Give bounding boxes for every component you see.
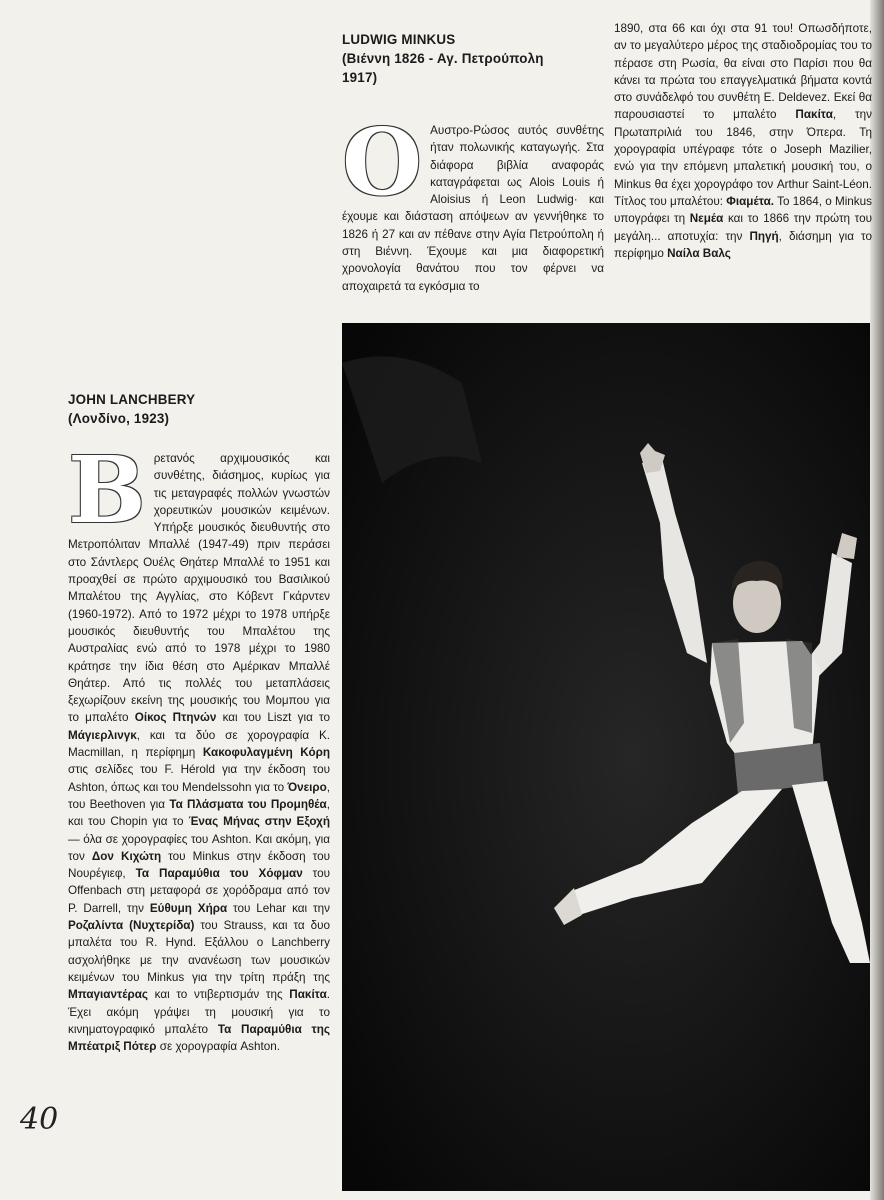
lanchbery-text-2: και του Liszt για το [222,711,331,725]
lanchbery-bold-10: Ροζαλίντα (Νυχτερίδα) [68,919,195,933]
ballet-dancer-photo [342,323,870,1191]
lanchbery-text-5: , του Beethoven για [68,780,330,811]
lanchbery-bold-7: Δον Κιχώτη [91,849,162,863]
lanchbery-bold-3: Κακοφυλαγμένη Κόρη [202,746,330,760]
lanchbery-text-12: και το ντιβερτισμάν της [154,988,283,1002]
lanchbery-bold-12: Πακίτα [289,988,327,1002]
minkus-bold-source: Πηγή [749,229,779,243]
page-edge-shadow [870,0,884,1200]
minkus-column-2 [614,20,872,262]
lanchbery-bold-13: Τα Παραμύθια της Μπέατριξ Πότερ [68,1022,330,1054]
lanchbery-text-4: στις σελίδες του F. Hérold για την έκδοση του Ashton, όπως και του Mendelssohn για το [68,763,330,794]
lanchbery-text-14: σε χορογραφία Ashton. [159,1040,280,1054]
lanchbery-text-3: , και τα δύο σε χορογραφία Κ. Macmillan, η περίφημη [68,728,330,760]
lanchbery-name: JOHN LANCHBERY [68,392,196,407]
lanchbery-bold-4: Όνειρο [287,780,327,794]
minkus-text-1: Αυστρο-Ρώσος αυτός συνθέτης ήταν πολωνικής καταγωγής. Στα διάφορα βιβλία αναφοράς καταγράφεται ως Alois Louis ή Aloisius ή Leon Ludwig· και έχουμε και διάσταση απόψεων αν γεννήθηκε το 1826 ή 27 και αν πέθανε στην Αγία Πετρούπολη ή στη Βιέννη. Έχουμε και μια διαφορετική χρονολογία θανάτου που τον φέρνει να αποχαιρετά τα εγκόσμια το [342,124,604,293]
lanchbery-bold-2: Μάγιερλινγκ [68,728,137,742]
lanchbery-dropcap: Β [68,436,146,544]
minkus-text-2d: και το 1866 την πρώτη του μεγάλη... αποτυχία: την [614,212,872,243]
lanchbery-bold-1: Οίκος Πτηνών [134,711,217,725]
minkus-text-2b: , την Πρωταπριλιά του 1846, στην Όπερα. Τη χορογραφία υπέγραφε τότε ο Joseph Mazilier, ενώ για την επόμενη μπαλετική μουσική του, ο Minkus θα έχει χορογράφο τον Arthur Saint-Léon. Τίτλος του μπαλέτου: [614,108,872,208]
minkus-name: LUDWIG MINKUS [342,32,456,47]
lanchbery-dates: (Λονδίνο, 1923) [68,411,170,426]
lanchbery-bold-5: Τα Πλάσματα του Προμηθέα [169,797,327,811]
lanchbery-text-13: . Έχει ακόμη γράψει τη μουσική για το κινηματογραφικό μπαλέτο [68,988,331,1036]
lanchbery-text-1: ρετανός αρχιμουσικός και συνθέτης, διάσημος, κυρίως για τις μεταγραφές πολλών γνωστών χορευτικών μουσικών κειμένων. Υπήρξε μουσικός διευθυντής στο Μετροπόλιταν Μπαλλέ (1947-49) πριν περάσει στο Σάντλερς Ουέλς Θηάτερ Μπαλλέ το 1951 και προαχθεί σε πρώτο αρχιμουσικό του Βασιλικού Μπαλέτου της Αγγλίας, στο Κόβεντ Γκάρντεν (1960-1972). Από το 1972 μέχρι το 1978 υπήρξε μουσικός διευθυντής του Μπαλέτου της Αυστραλίας ενώ από το 1978 μέχρι το 1980 κράτησε την ίδια θέση στο Αμέρικαν Μπαλλέ Θηάτερ. Από τις πολλές του μεταπλάσεις ξεχωρίζουν εκείνη της μουσικής του Μομπου για το μπαλέτο [68,452,330,725]
lanchbery-bold-11: Μπαγιαντέρας [68,988,148,1002]
lanchbery-text-11: του Strauss, και τα δυο μπαλέτα του R. Hynd. Εξάλλου ο Lanchberry ασχολήθηκε με την ανανέωση των μουσικών κειμένων του Minkus για την τρίτη πράξη της [68,919,330,984]
minkus-text-2c: Το 1864, ο Minkus υπογράφει τη [614,194,872,226]
minkus-text-2e: , διάσημη για το περίφημο [614,229,872,260]
lanchbery-text-10: του Lehar και την [233,901,331,915]
lanchbery-bold-9: Εύθυμη Χήρα [149,901,228,915]
minkus-dates: (Βιέννη 1826 - Αγ. Πετρούπολη 1917) [342,51,544,85]
minkus-text-2a: 1890, στα 66 και όχι στα 91 του! Οπωσδήποτε, αν το μεγαλύτερο μέρος της σταδιοδρομίας του το πέρασε στη Ρωσία, θα είναι στο Παρίσι που θα κάνει τα πρώτα του επαγγελματικά βήματα κοντά στο συνάδελφό του συνθέτη E. Deldevez. Εκεί θα παρουσιαστεί το μπαλέτο [614,22,872,122]
minkus-column-1 [342,108,604,295]
lanchbery-bold-6: Ένας Μήνας στην Εξοχή [188,815,331,829]
page-number: 40 [20,1102,59,1137]
lanchbery-bold-8: Τα Παραμύθια του Χόφμαν [135,867,303,881]
lanchbery-column [68,436,331,1055]
minkus-heading [342,30,582,87]
lanchbery-text-7: — όλα σε χορογραφίες του Ashton. Και ακόμη, για τον [68,832,330,863]
dancer-figure [342,323,870,1191]
lanchbery-heading [68,390,308,428]
lanchbery-text-8: του Minkus στην έκδοση του Νουρέγιεφ, [68,849,331,881]
minkus-bold-fiametta: Φιαμέτα. [726,194,775,208]
minkus-bold-nemea: Νεμέα [689,212,724,226]
minkus-bold-paquita: Πακίτα [795,108,833,122]
minkus-dropcap: Ο [342,108,423,216]
lanchbery-text-6: , και του Chopin για το [68,797,330,829]
minkus-bold-naila: Ναίλα Βαλς [667,246,731,260]
lanchbery-text-9: του Offenbach στη μεταφορά σε χορόδραμα από τον P. Darrell, την [68,867,331,915]
